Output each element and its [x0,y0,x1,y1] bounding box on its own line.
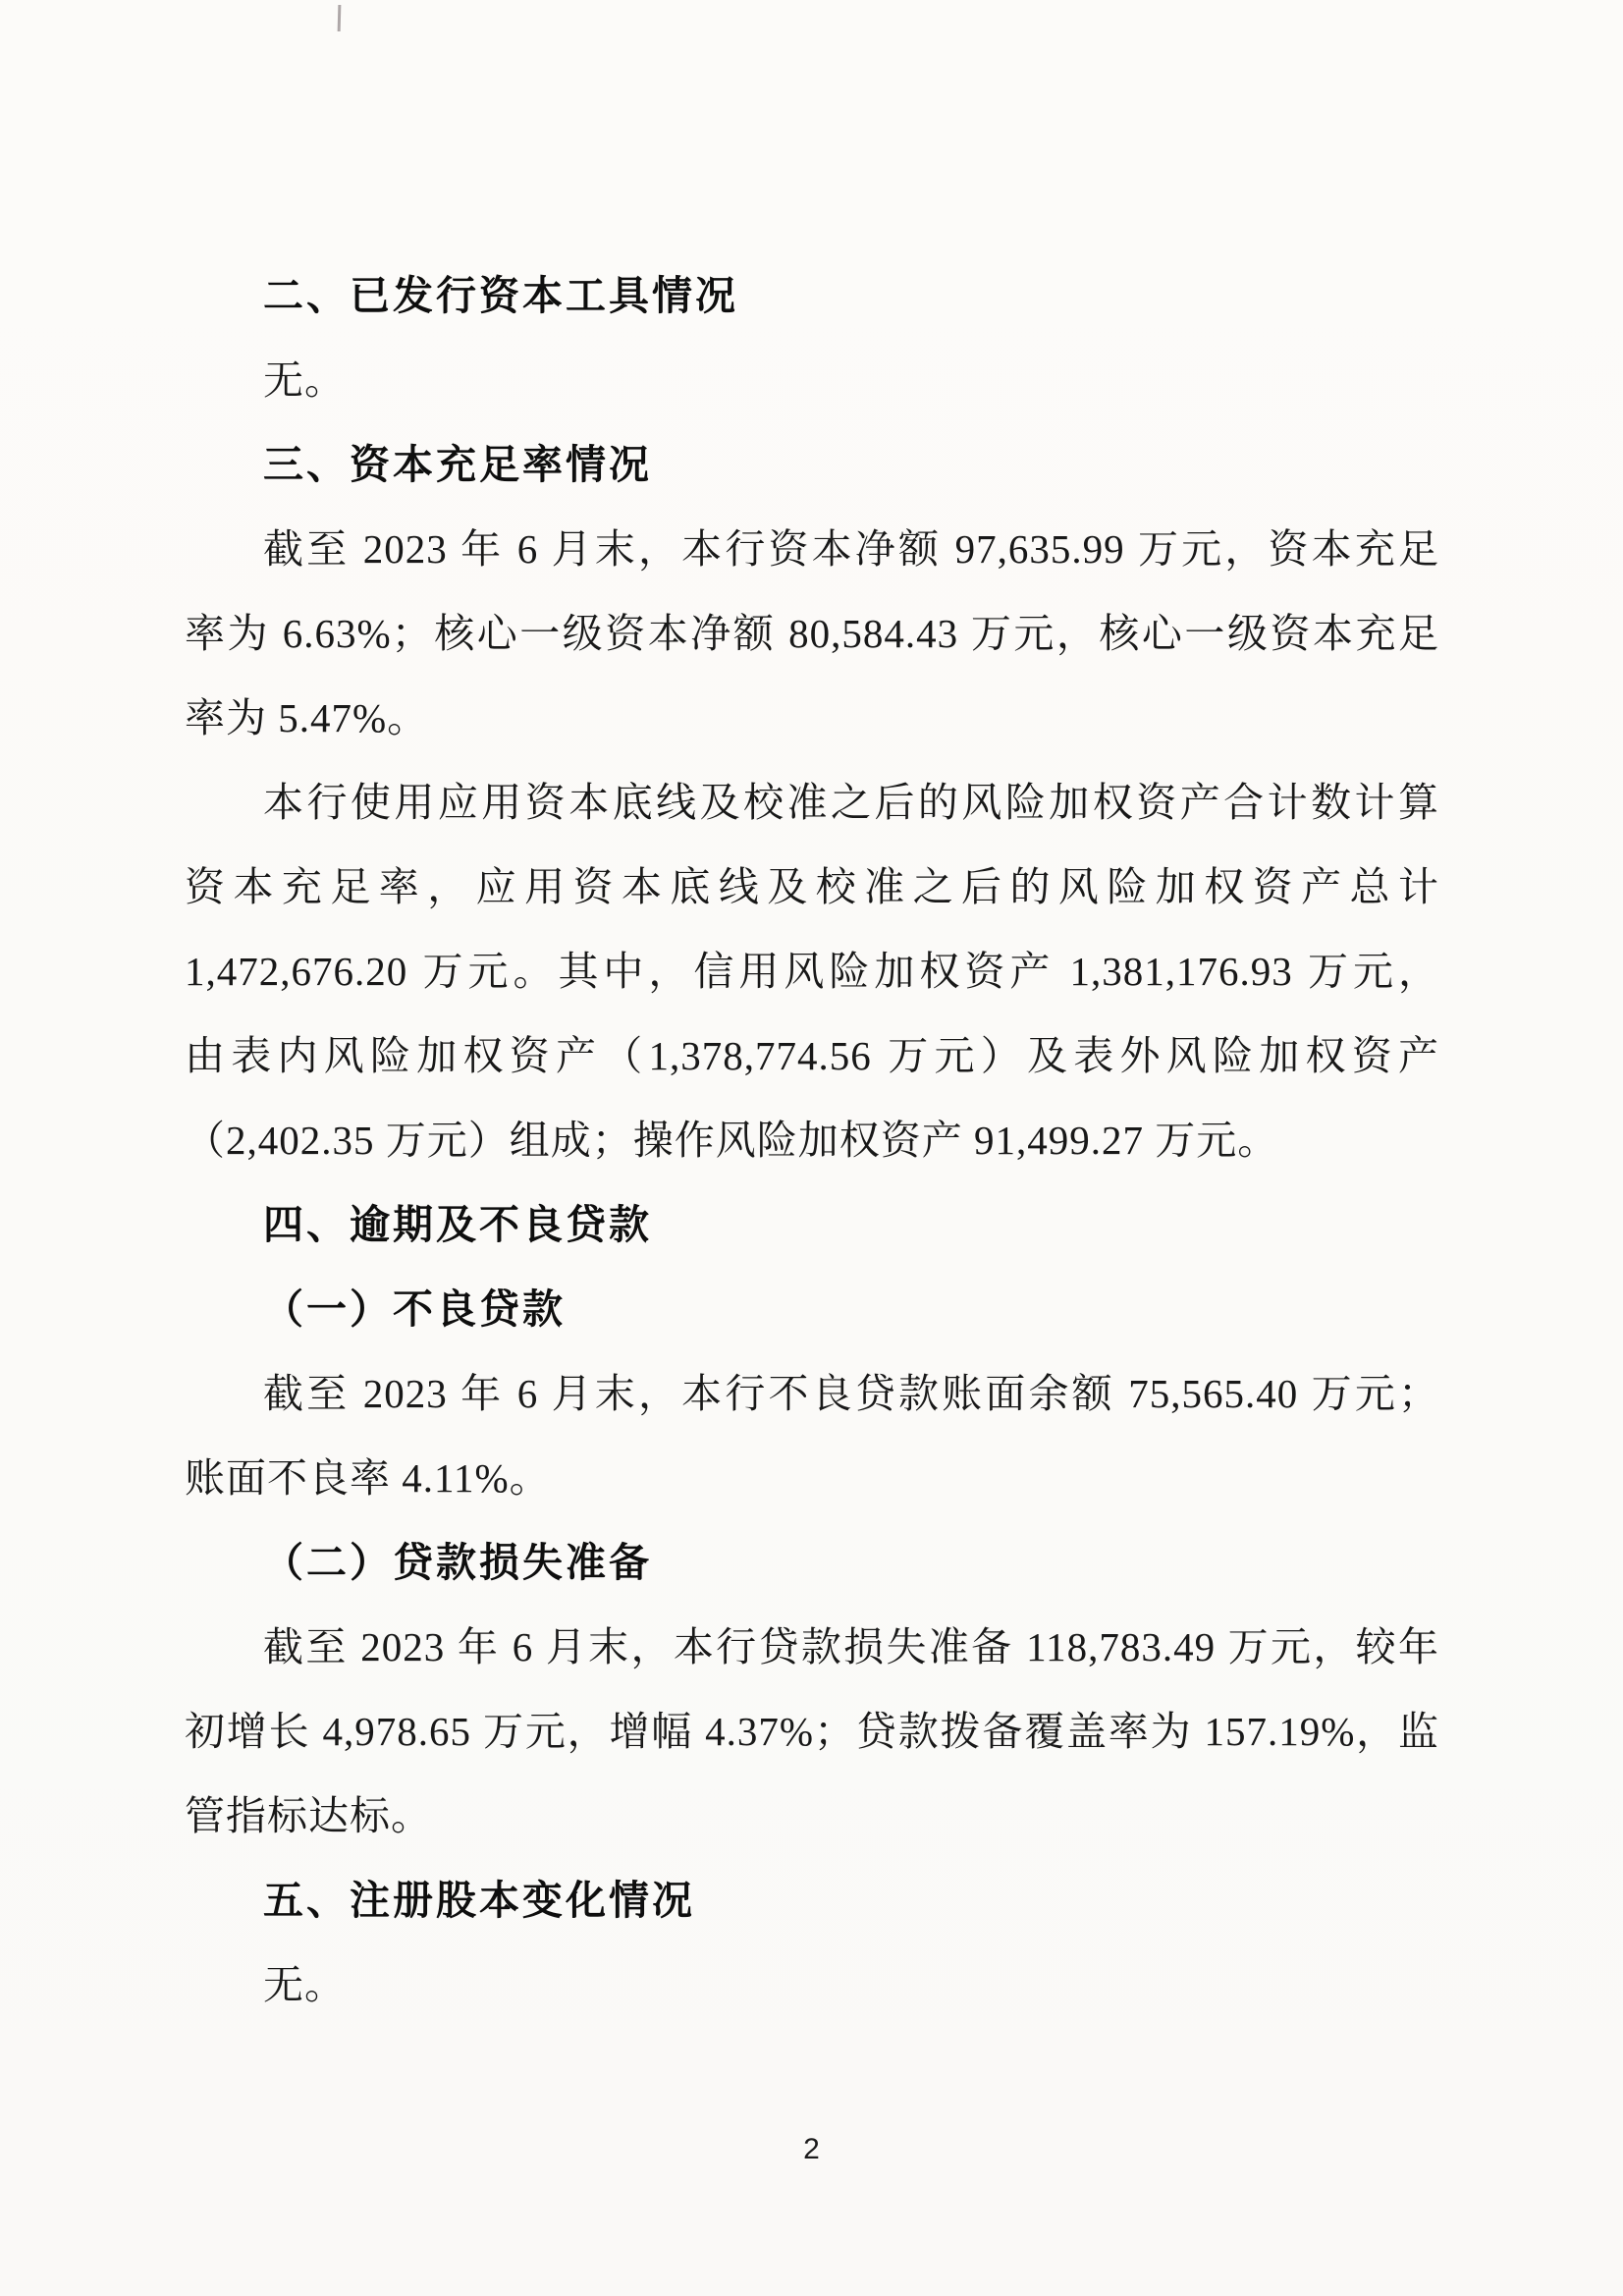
paragraph-line: 本行使用应用资本底线及校准之后的风险加权资产合计数计算 [263,780,1439,825]
paragraph-line: 账面不良率 4.11%。 [185,1455,551,1501]
paragraph-line: 初增长 4,978.65 万元，增幅 4.37%；贷款拨备覆盖率为 157.19%，监 [185,1709,1439,1754]
page-number: 2 [803,2133,820,2165]
paragraph-line: 由表内风险加权资产（1,378,774.56 万元）及表外风险加权资产 [185,1033,1439,1078]
section-heading: 五、注册股本变化情况 [263,1878,695,1923]
paragraph-line: （2,402.35 万元）组成；操作风险加权资产 91,499.27 万元。 [185,1118,1279,1163]
section-heading: （二）贷款损失准备 [263,1540,652,1585]
section-heading: 四、逾期及不良贷款 [263,1202,652,1247]
section-heading: 二、已发行资本工具情况 [263,273,738,318]
paragraph-line: 无。 [263,357,346,403]
paragraph-line: 资本充足率，应用资本底线及校准之后的风险加权资产总计 [185,864,1439,909]
document-content [185,253,1439,2027]
paragraph-line: 管指标达标。 [185,1793,432,1838]
paragraph-line: 无。 [263,1962,346,2007]
section-heading: 三、资本充足率情况 [263,442,652,487]
section-heading: （一）不良贷款 [263,1286,566,1332]
paragraph-line: 率为 6.63%；核心一级资本净额 80,584.43 万元，核心一级资本充足 [185,611,1439,656]
paragraph-line: 截至 2023 年 6 月末，本行不良贷款账面余额 75,565.40 万元； [263,1371,1439,1416]
paragraph-line: 截至 2023 年 6 月末，本行资本净额 97,635.99 万元，资本充足 [263,526,1439,572]
scan-artifact-mark [338,5,342,31]
page-footer [0,2133,1623,2166]
paragraph-line: 截至 2023 年 6 月末，本行贷款损失准备 118,783.49 万元，较年 [263,1624,1439,1669]
paragraph-line: 率为 5.47%。 [185,695,429,740]
paragraph-line: 1,472,676.20 万元。其中，信用风险加权资产 1,381,176.93 万元， [185,949,1439,994]
